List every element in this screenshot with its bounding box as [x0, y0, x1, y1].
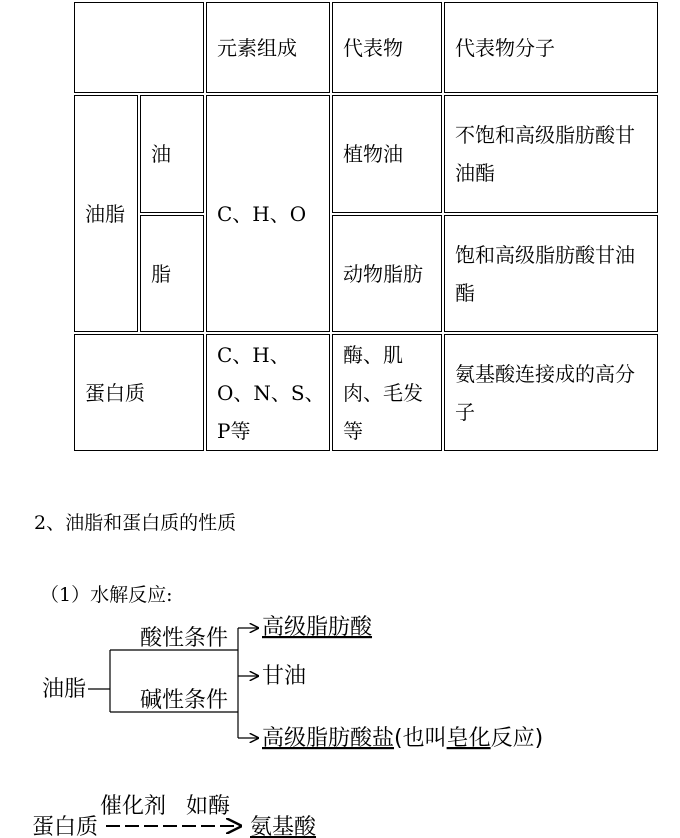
product-fatty-acid: 高级脂肪酸	[262, 615, 373, 640]
saponification-line	[262, 726, 543, 751]
oil-molecule: 不饱和高级脂肪酸甘油酯	[455, 123, 635, 185]
oil-example-cell	[332, 95, 442, 213]
note-prefix: (也叫	[394, 726, 447, 751]
product-glycerol: 甘油	[262, 664, 307, 689]
section-heading: 2、油脂和蛋白质的性质	[34, 512, 237, 534]
protein-molecule: 氨基酸连接成的高分子	[455, 361, 635, 424]
oil-molecule-cell	[444, 95, 658, 213]
fat-molecule: 饱和高级脂肪酸甘油酯	[455, 242, 635, 305]
header-molecule	[444, 2, 658, 93]
fat-group-cell	[74, 95, 138, 332]
fat-name-cell	[140, 215, 204, 332]
protein-name-cell	[74, 334, 204, 451]
header-example-label: 代表物	[343, 35, 403, 60]
fat-name: 脂	[151, 261, 171, 286]
protein-source: 蛋白质	[32, 815, 99, 838]
protein-elements: C、H、O、N、S、P等	[217, 342, 325, 443]
diagram-source-fat: 油脂	[42, 677, 87, 702]
protein-example-cell	[332, 334, 442, 451]
fat-molecule-cell	[444, 215, 658, 332]
subsection-heading: （1）水解反应:	[40, 584, 173, 606]
header-elements	[206, 2, 330, 93]
comparison-table	[74, 2, 658, 451]
protein-elements-cell	[206, 334, 330, 451]
protein-name: 蛋白质	[85, 380, 145, 405]
enzyme-label: 如酶	[186, 794, 231, 819]
oil-name-cell	[140, 95, 204, 213]
fat-elements-cell	[206, 95, 330, 332]
header-molecule-label: 代表物分子	[455, 35, 555, 60]
header-elements-label: 元素组成	[217, 35, 297, 60]
protein-molecule-cell	[444, 334, 658, 451]
hydrolysis-diagram	[0, 600, 680, 838]
note-saponification: 皂化	[446, 726, 491, 751]
catalyst-label: 催化剂	[100, 794, 167, 819]
fat-example-cell	[332, 215, 442, 332]
note-suffix: 反应)	[490, 726, 544, 751]
header-example	[332, 2, 442, 93]
product-fatty-acid-salt: 高级脂肪酸盐	[262, 726, 395, 751]
fat-example: 动物脂肪	[343, 261, 423, 286]
fat-elements: C、H、O	[217, 201, 307, 226]
protein-example: 酶、肌肉、毛发等	[343, 342, 423, 443]
oil-example: 植物油	[343, 142, 403, 166]
base-condition-label: 碱性条件	[140, 688, 229, 713]
header-empty-cell	[74, 2, 204, 93]
oil-name: 油	[151, 142, 171, 166]
fat-group-label: 油脂	[85, 201, 125, 226]
acid-condition-label: 酸性条件	[140, 626, 229, 651]
protein-product: 氨基酸	[250, 815, 317, 838]
